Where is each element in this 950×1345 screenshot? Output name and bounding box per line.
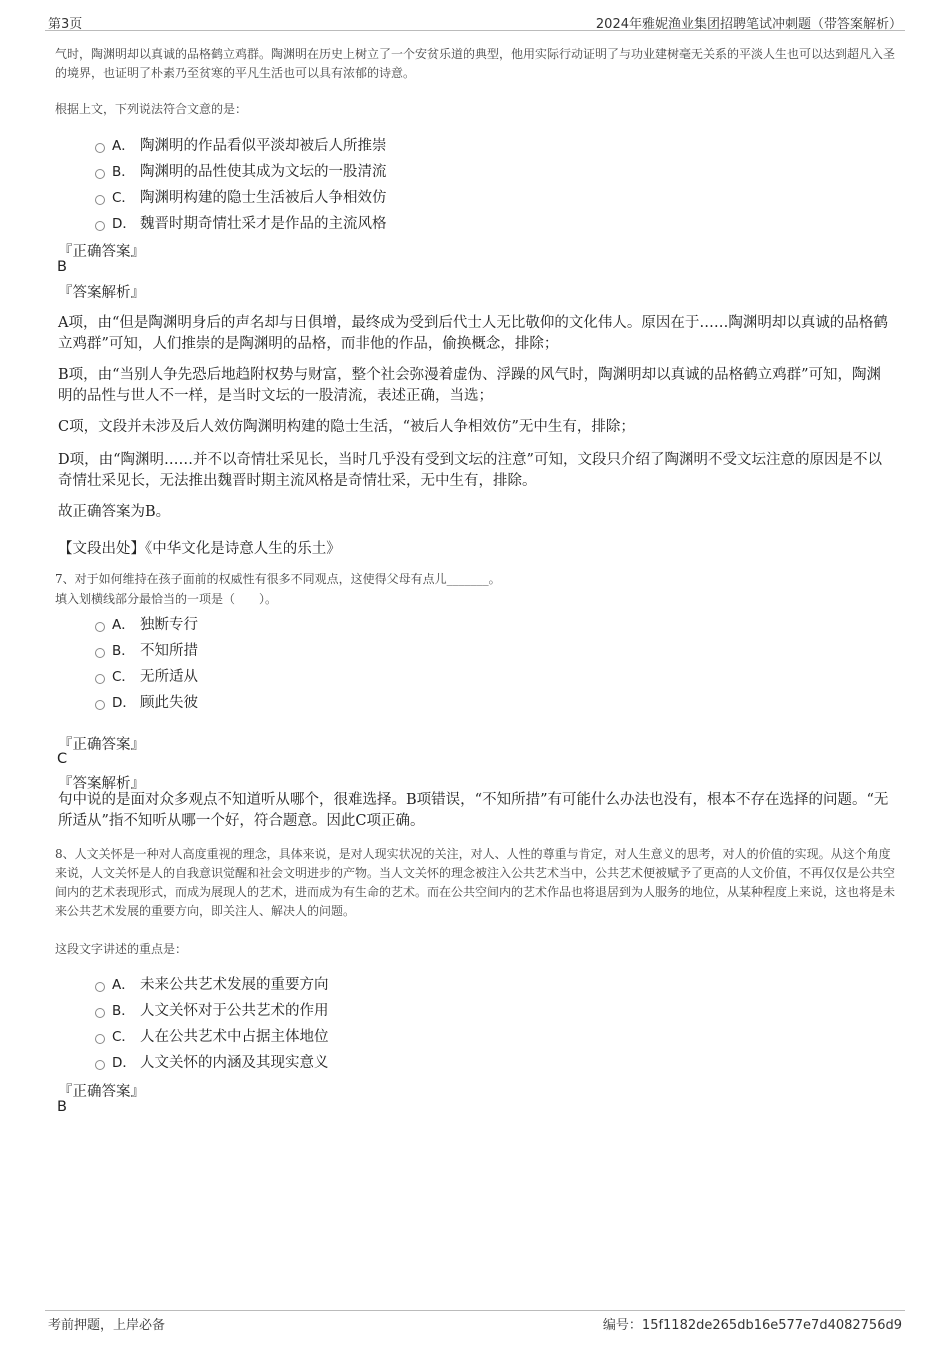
radio-icon[interactable] — [95, 169, 105, 179]
document-title: 2024年雅妮渔业集团招聘笔试冲刺题（带答案解析） — [595, 17, 902, 32]
q6-option-c[interactable]: C． 陶渊明构建的隐士生活被后人争相效仿 — [95, 186, 387, 206]
q6-option-a[interactable]: A． 陶渊明的作品看似平淡却被后人所推崇 — [95, 134, 387, 154]
q6-prompt: 根据上文，下列说法符合文意的是： — [55, 102, 248, 116]
document-id: 编号：15f1182de265db16e577e7d4082756d9 — [602, 1318, 902, 1333]
q6-analysis-a: A项，由“但是陶渊明身后的声名却与日俱增，最终成为受到后代士人无比敬仰的文化伟人。原因在于……陶渊明却以真诚的品格鹤立鸡群”可知，人们推崇的是陶渊明的品格，而非他的作品，偷换概念，排除； — [58, 315, 888, 352]
q7-prompt: 填入划横线部分最恰当的一项是（ ）。 — [55, 592, 278, 606]
q8-option-a[interactable]: A． 未来公共艺术发展的重要方向 — [95, 973, 329, 993]
q7-option-c[interactable]: C． 无所适从 — [95, 665, 198, 685]
q7-option-b[interactable]: B． 不知所措 — [95, 639, 198, 659]
q6-analysis-d: D项，由“陶渊明……并不以奇情壮采见长，当时几乎没有受到文坛的注意”可知，文段只介绍了陶渊明不受文坛注意的原因是不以奇情壮采见长，无法推出魏晋时期主流风格是奇情壮采，无中生有，排除。 — [58, 452, 882, 489]
q7-analysis-label: 『答案解析』 — [58, 776, 145, 792]
q8-option-d[interactable]: D． 人文关怀的内涵及其现实意义 — [95, 1051, 329, 1071]
q6-analysis-b: B项，由“当别人争先恐后地趋附权势与财富，整个社会弥漫着虚伪、浮躁的风气时，陶渊明却以真诚的品格鹤立鸡群”可知，陶渊明的品性与世人不一样，是当时文坛的一股清流，表述正确，当选； — [58, 367, 881, 404]
radio-icon[interactable] — [95, 195, 105, 205]
q6-conclusion: 故正确答案为B。 — [58, 504, 171, 520]
q6-answer-label: 『正确答案』 — [58, 244, 145, 260]
q8-prompt: 这段文字讲述的重点是： — [55, 942, 188, 956]
radio-icon[interactable] — [95, 221, 105, 231]
q7-option-d[interactable]: D． 顾此失彼 — [95, 691, 198, 711]
q6-analysis-label: 『答案解析』 — [58, 285, 145, 301]
radio-icon[interactable] — [95, 1034, 105, 1044]
q7-stem: 7、对于如何维持在孩子面前的权威性有很多不同观点，这使得父母有点儿_______。 — [55, 572, 501, 586]
q6-option-d[interactable]: D． 魏晋时期奇情壮采才是作品的主流风格 — [95, 212, 387, 232]
q8-option-c[interactable]: C． 人在公共艺术中占据主体地位 — [95, 1025, 329, 1045]
q7-answer-label: 『正确答案』 — [58, 737, 145, 753]
radio-icon[interactable] — [95, 674, 105, 684]
q8-answer-label: 『正确答案』 — [58, 1084, 145, 1100]
q8-answer: B — [57, 1099, 67, 1115]
q7-answer: C — [57, 751, 68, 767]
page-number: 第3页 — [48, 17, 83, 32]
footer-slogan: 考前押题，上岸必备 — [48, 1318, 166, 1333]
radio-icon[interactable] — [95, 1060, 105, 1070]
radio-icon[interactable] — [95, 1008, 105, 1018]
q6-answer: B — [57, 259, 67, 275]
radio-icon[interactable] — [95, 982, 105, 992]
q6-analysis-c: C项，文段并未涉及后人效仿陶渊明构建的隐士生活，“被后人争相效仿”无中生有，排除； — [58, 419, 635, 435]
q6-source: 【文段出处】《中华文化是诗意人生的乐土》 — [58, 541, 341, 557]
radio-icon[interactable] — [95, 622, 105, 632]
q8-passage: 8、人文关怀是一种对人高度重视的理念，具体来说，是对人现实状况的关注，对人、人性的尊重与肯定，对人生意义的思考，对人的价值的实现。从这个角度来说，人文关怀是人的自我意识觉醒和社会文明进步的产物。当人文关怀的理念被注入公共艺术当中，公共艺术便被赋予了更高的人文价值，不再仅仅是公共空间内的艺术表现形式，而成为展现人的艺术，进而成为有生命的艺术。而在公共空间内的艺术作品也将退居到为人服务的地位，从某种程度上来说，这也将是未来公共艺术发展的重要方向，即关注人、解决人的问题。 — [55, 847, 896, 918]
page-footer — [45, 1310, 905, 1333]
page-header — [45, 10, 905, 31]
radio-icon[interactable] — [95, 648, 105, 658]
q7-analysis: 句中说的是面对众多观点不知道听从哪个，很难选择。B项错误，“不知所措”有可能什么办法也没有，根本不存在选择的问题。“无所适从”指不知听从哪一个好，符合题意。因此C项正确。 — [58, 792, 889, 829]
q7-option-a[interactable]: A． 独断专行 — [95, 613, 198, 633]
radio-icon[interactable] — [95, 143, 105, 153]
q8-option-b[interactable]: B． 人文关怀对于公共艺术的作用 — [95, 999, 329, 1019]
radio-icon[interactable] — [95, 700, 105, 710]
q6-passage: 气时，陶渊明却以真诚的品格鹤立鸡群。陶渊明在历史上树立了一个安贫乐道的典型，他用实际行动证明了与功业建树毫无关系的平淡人生也可以达到超凡入圣的境界，也证明了朴素乃至贫寒的平凡生活也可以具有浓郁的诗意。 — [55, 47, 896, 80]
q6-option-b[interactable]: B． 陶渊明的品性使其成为文坛的一股清流 — [95, 160, 387, 180]
